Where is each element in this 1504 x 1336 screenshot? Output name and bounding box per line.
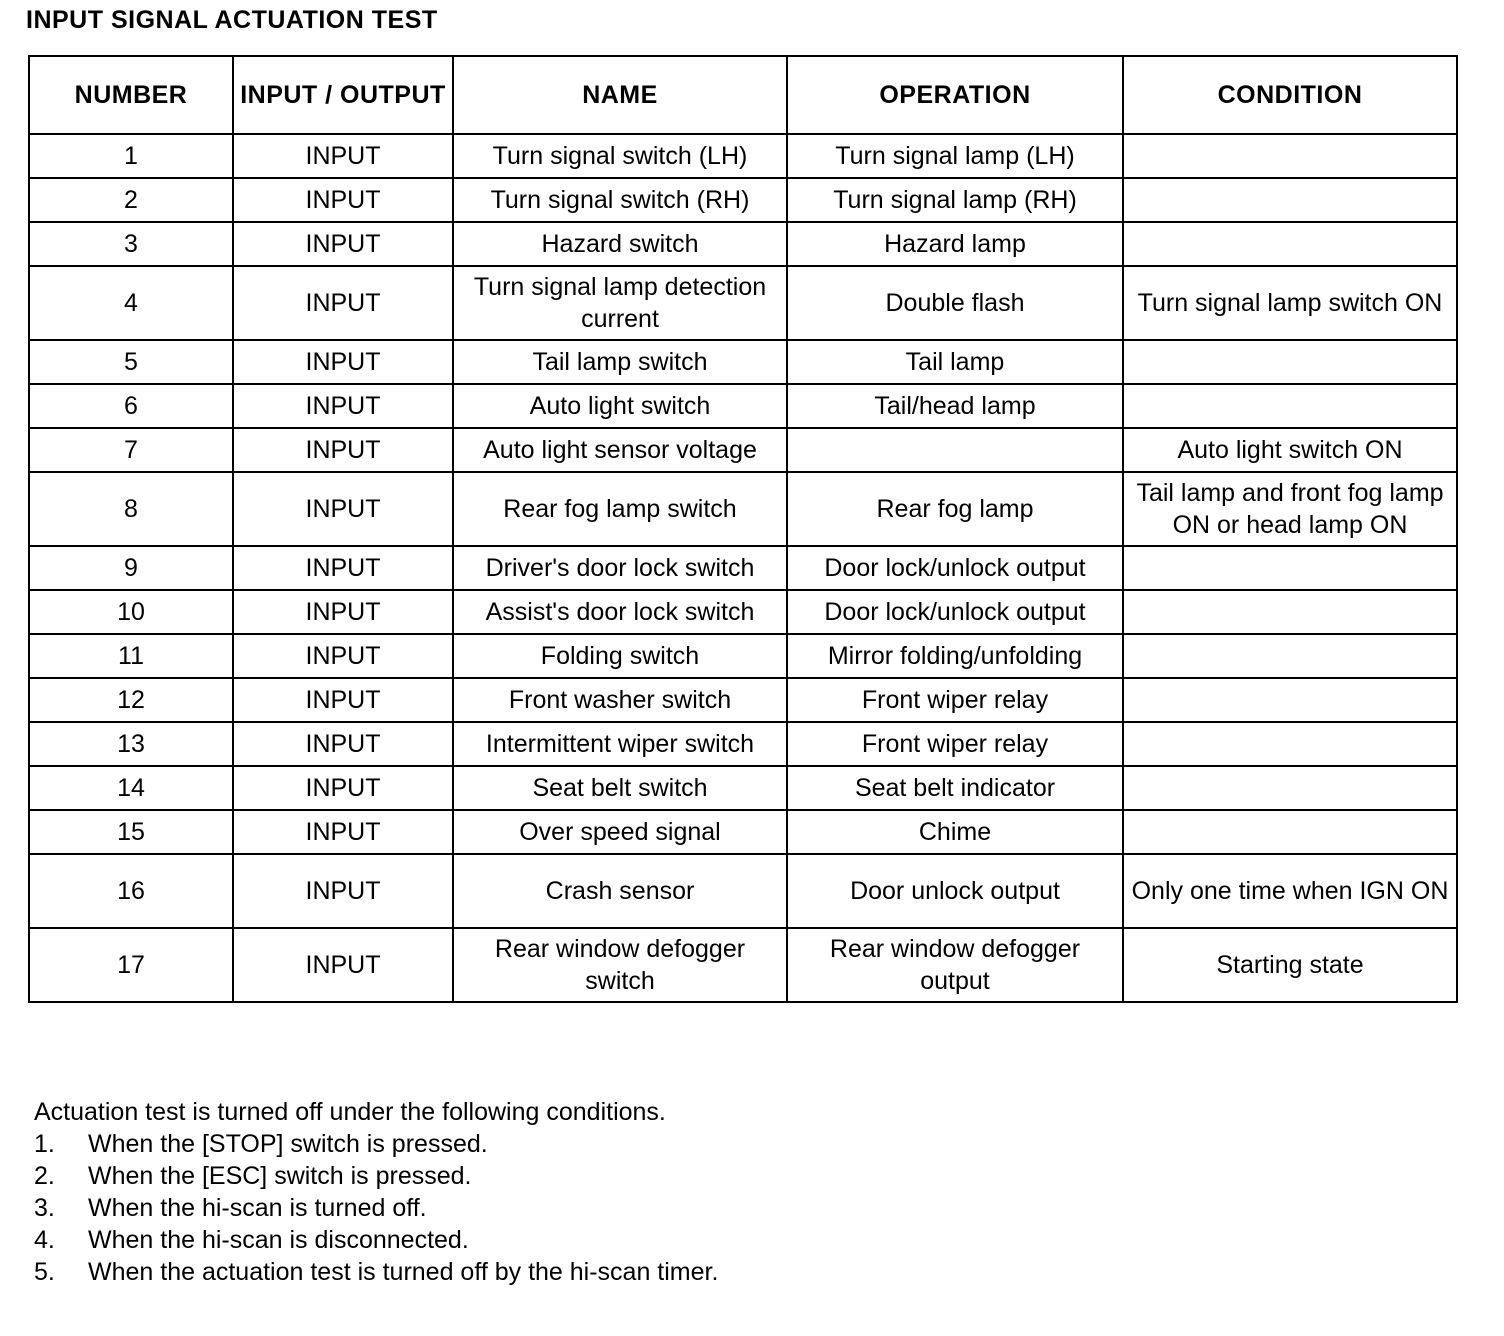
list-item-text: When the [ESC] switch is pressed. [88,1162,472,1190]
cell-input-output: INPUT [233,678,453,722]
cell-operation: Turn signal lamp (LH) [787,134,1123,178]
cell-name: Turn signal switch (RH) [453,178,787,222]
cell-name: Turn signal switch (LH) [453,134,787,178]
cell-operation [787,428,1123,472]
cell-number: 17 [29,928,233,1002]
cell-operation: Door unlock output [787,854,1123,928]
cell-name: Over speed signal [453,810,787,854]
list-item [34,1256,728,1288]
notes-list [34,1128,728,1288]
table-row [29,854,1457,928]
cell-number: 5 [29,340,233,384]
cell-input-output: INPUT [233,810,453,854]
table-row [29,222,1457,266]
cell-condition [1123,178,1457,222]
cell-name: Tail lamp switch [453,340,787,384]
cell-input-output: INPUT [233,472,453,546]
cell-operation: Rear window defogger output [787,928,1123,1002]
list-item-number: 5. [34,1258,55,1286]
cell-input-output: INPUT [233,340,453,384]
cell-name: Rear fog lamp switch [453,472,787,546]
list-item [34,1160,728,1192]
table-row [29,722,1457,766]
cell-name: Hazard switch [453,222,787,266]
cell-number: 13 [29,722,233,766]
cell-input-output: INPUT [233,590,453,634]
cell-input-output: INPUT [233,722,453,766]
table-row [29,340,1457,384]
cell-operation: Rear fog lamp [787,472,1123,546]
list-item [34,1128,728,1160]
cell-condition [1123,810,1457,854]
notes-intro: Actuation test is turned off under the following conditions. [34,1098,666,1126]
table-row [29,766,1457,810]
cell-operation: Door lock/unlock output [787,590,1123,634]
cell-name: Front washer switch [453,678,787,722]
cell-input-output: INPUT [233,928,453,1002]
table-row [29,810,1457,854]
table-row [29,266,1457,340]
cell-input-output: INPUT [233,222,453,266]
cell-number: 16 [29,854,233,928]
cell-condition: Auto light switch ON [1123,428,1457,472]
cell-condition [1123,678,1457,722]
cell-number: 7 [29,428,233,472]
cell-name: Crash sensor [453,854,787,928]
cell-condition [1123,546,1457,590]
list-item-text: When the actuation test is turned off by the hi-scan timer. [88,1258,719,1286]
cell-operation: Door lock/unlock output [787,546,1123,590]
cell-operation: Mirror folding/unfolding [787,634,1123,678]
list-item [34,1192,728,1224]
cell-name: Turn signal lamp detection current [453,266,787,340]
cell-number: 11 [29,634,233,678]
list-item-text: When the [STOP] switch is pressed. [88,1130,488,1158]
cell-name: Intermittent wiper switch [453,722,787,766]
cell-number: 15 [29,810,233,854]
header-name: NAME [453,56,787,134]
cell-operation: Tail lamp [787,340,1123,384]
table-row [29,428,1457,472]
cell-operation: Front wiper relay [787,722,1123,766]
cell-operation: Chime [787,810,1123,854]
cell-condition [1123,384,1457,428]
table-row [29,634,1457,678]
cell-number: 3 [29,222,233,266]
cell-condition: Turn signal lamp switch ON [1123,266,1457,340]
table-row [29,678,1457,722]
cell-condition [1123,766,1457,810]
list-item-number: 3. [34,1194,55,1222]
cell-number: 6 [29,384,233,428]
cell-input-output: INPUT [233,384,453,428]
actuation-test-table [28,55,1458,1003]
table-row [29,384,1457,428]
cell-input-output: INPUT [233,546,453,590]
cell-operation: Tail/head lamp [787,384,1123,428]
notes-section [34,1096,728,1288]
cell-operation: Hazard lamp [787,222,1123,266]
table-row [29,134,1457,178]
table-row [29,590,1457,634]
cell-input-output: INPUT [233,134,453,178]
cell-input-output: INPUT [233,854,453,928]
cell-condition: Starting state [1123,928,1457,1002]
cell-number: 10 [29,590,233,634]
table-body [29,134,1457,1002]
cell-input-output: INPUT [233,178,453,222]
list-item-text: When the hi-scan is turned off. [88,1194,427,1222]
cell-condition [1123,340,1457,384]
cell-input-output: INPUT [233,428,453,472]
header-input-output: INPUT / OUTPUT [233,56,453,134]
cell-condition: Tail lamp and front fog lamp ON or head lamp ON [1123,472,1457,546]
table-row [29,546,1457,590]
cell-condition [1123,634,1457,678]
cell-name: Driver's door lock switch [453,546,787,590]
cell-condition [1123,722,1457,766]
cell-name: Auto light switch [453,384,787,428]
list-item-number: 4. [34,1226,55,1254]
cell-number: 12 [29,678,233,722]
cell-operation: Seat belt indicator [787,766,1123,810]
cell-condition: Only one time when IGN ON [1123,854,1457,928]
header-number: NUMBER [29,56,233,134]
table-row [29,928,1457,1002]
cell-input-output: INPUT [233,634,453,678]
cell-condition [1123,590,1457,634]
cell-number: 2 [29,178,233,222]
list-item-text: When the hi-scan is disconnected. [88,1226,469,1254]
cell-input-output: INPUT [233,766,453,810]
list-item-number: 2. [34,1162,55,1190]
cell-operation: Turn signal lamp (RH) [787,178,1123,222]
page-title: INPUT SIGNAL ACTUATION TEST [26,6,438,34]
cell-condition [1123,134,1457,178]
list-item [34,1224,728,1256]
header-condition: CONDITION [1123,56,1457,134]
cell-name: Rear window defogger switch [453,928,787,1002]
table-row [29,178,1457,222]
cell-operation: Front wiper relay [787,678,1123,722]
cell-input-output: INPUT [233,266,453,340]
cell-name: Assist's door lock switch [453,590,787,634]
cell-number: 4 [29,266,233,340]
header-operation: OPERATION [787,56,1123,134]
table-header-row [29,56,1457,134]
cell-number: 9 [29,546,233,590]
cell-condition [1123,222,1457,266]
cell-number: 1 [29,134,233,178]
cell-name: Seat belt switch [453,766,787,810]
cell-number: 8 [29,472,233,546]
cell-operation: Double flash [787,266,1123,340]
list-item-number: 1. [34,1130,55,1158]
cell-name: Auto light sensor voltage [453,428,787,472]
table-row [29,472,1457,546]
cell-name: Folding switch [453,634,787,678]
cell-number: 14 [29,766,233,810]
